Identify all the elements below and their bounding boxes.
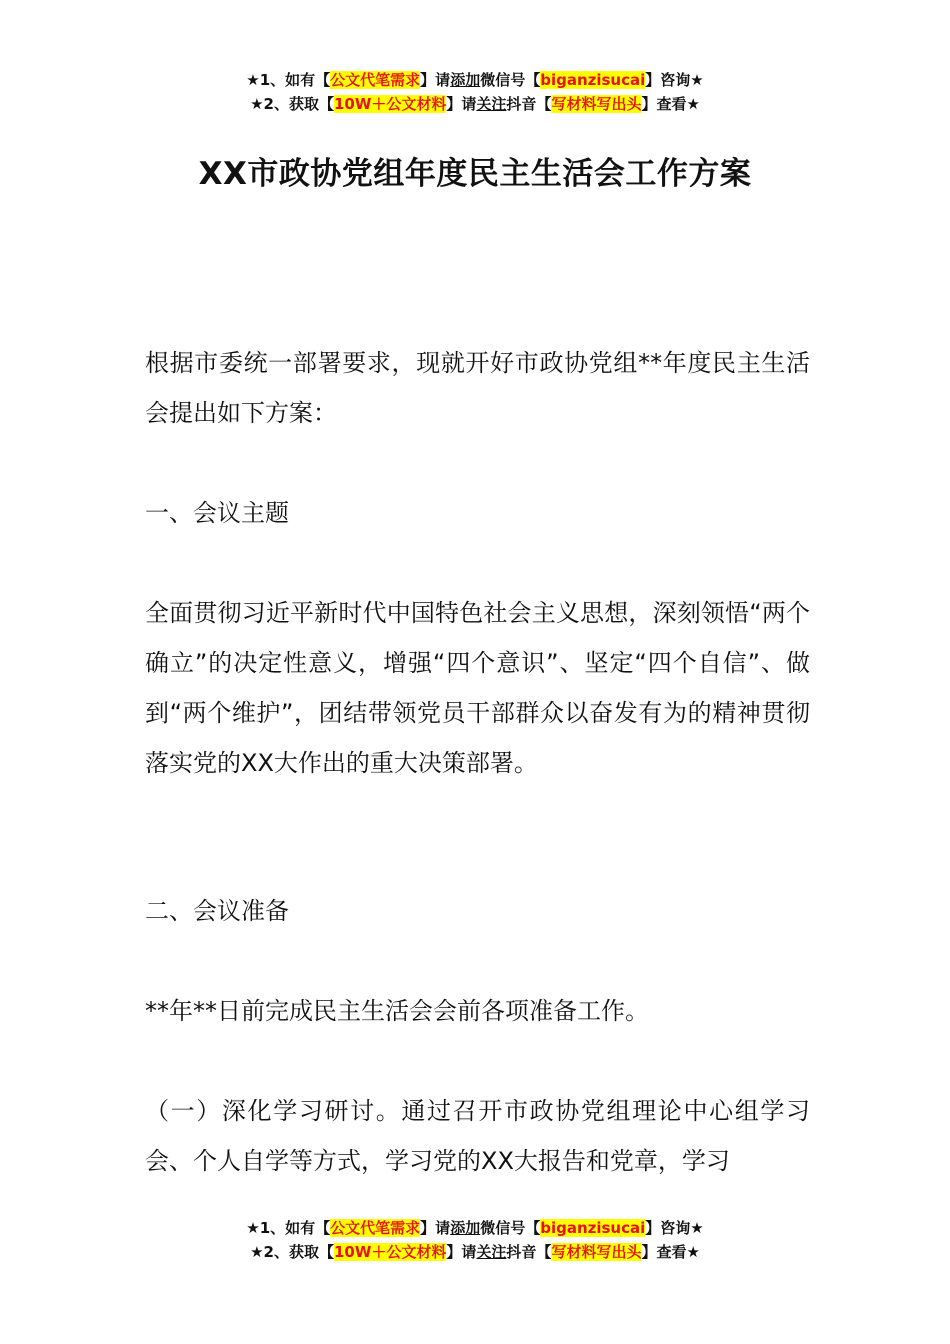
section-heading-preparation: 二、会议准备 (145, 897, 289, 925)
promo-highlight: 写材料写出头 (551, 1243, 642, 1261)
promo-emphasis: 添加 (450, 1219, 481, 1237)
promo-emphasis: 添加 (450, 71, 481, 89)
promo-highlight: 10W＋公文材料 (333, 1243, 447, 1261)
promo-highlight: biganzisucai (540, 1219, 646, 1237)
promo-highlight: 10W＋公文材料 (333, 95, 447, 113)
footer-promo-banner (0, 1216, 950, 1264)
promo-text: 微信号【 (480, 1219, 541, 1237)
promo-highlight: 公文代笔需求 (330, 1219, 421, 1237)
intro-paragraph: 根据市委统一部署要求，现就开好市政协党组**年度民主生活会提出如下方案： (145, 349, 810, 427)
document-title: XX市政协党组年度民主生活会工作方案 (198, 156, 752, 192)
promo-text: 抖音【 (506, 95, 552, 113)
promo-text: 】请 (420, 1219, 451, 1237)
study-paragraph: （一）深化学习研讨。通过召开市政协党组理论中心组学习会、个人自学等方式，学习党的XX大报告和党章，学习 (145, 1097, 810, 1175)
promo-highlight: biganzisucai (540, 71, 646, 89)
promo-text: 抖音【 (506, 1243, 552, 1261)
promo-line-1 (0, 1216, 950, 1240)
promo-text: ★2、获取【 (250, 95, 334, 113)
header-promo-banner (0, 68, 950, 116)
promo-emphasis: 关注 (476, 1243, 507, 1261)
promo-text: ★1、如有【 (246, 71, 331, 89)
promo-text: 】咨询★ (645, 71, 704, 89)
promo-line-1 (0, 68, 950, 92)
promo-emphasis: 关注 (476, 95, 507, 113)
promo-text: ★1、如有【 (246, 1219, 331, 1237)
promo-line-2 (0, 92, 950, 116)
promo-text: 】咨询★ (645, 1219, 704, 1237)
promo-text: ★2、获取【 (250, 1243, 334, 1261)
promo-text: 】请 (420, 71, 451, 89)
promo-line-2 (0, 1240, 950, 1264)
section-heading-theme: 一、会议主题 (145, 499, 289, 527)
promo-text: 】请 (446, 1243, 477, 1261)
promo-highlight: 写材料写出头 (551, 95, 642, 113)
promo-text: 】请 (446, 95, 477, 113)
promo-text: 微信号【 (480, 71, 541, 89)
preparation-paragraph: **年**日前完成民主生活会会前各项准备工作。 (145, 997, 649, 1025)
promo-text: 】查看★ (641, 1243, 700, 1261)
theme-paragraph: 全面贯彻习近平新时代中国特色社会主义思想，深刻领悟“两个确立”的决定性意义，增强“四个意识”、坚定“四个自信”、做到“两个维护”，团结带领党员干部群众以奋发有为的精神贯彻落实党的XX大作出的重大决策部署。 (145, 599, 810, 777)
promo-text: 】查看★ (641, 95, 700, 113)
promo-highlight: 公文代笔需求 (330, 71, 421, 89)
